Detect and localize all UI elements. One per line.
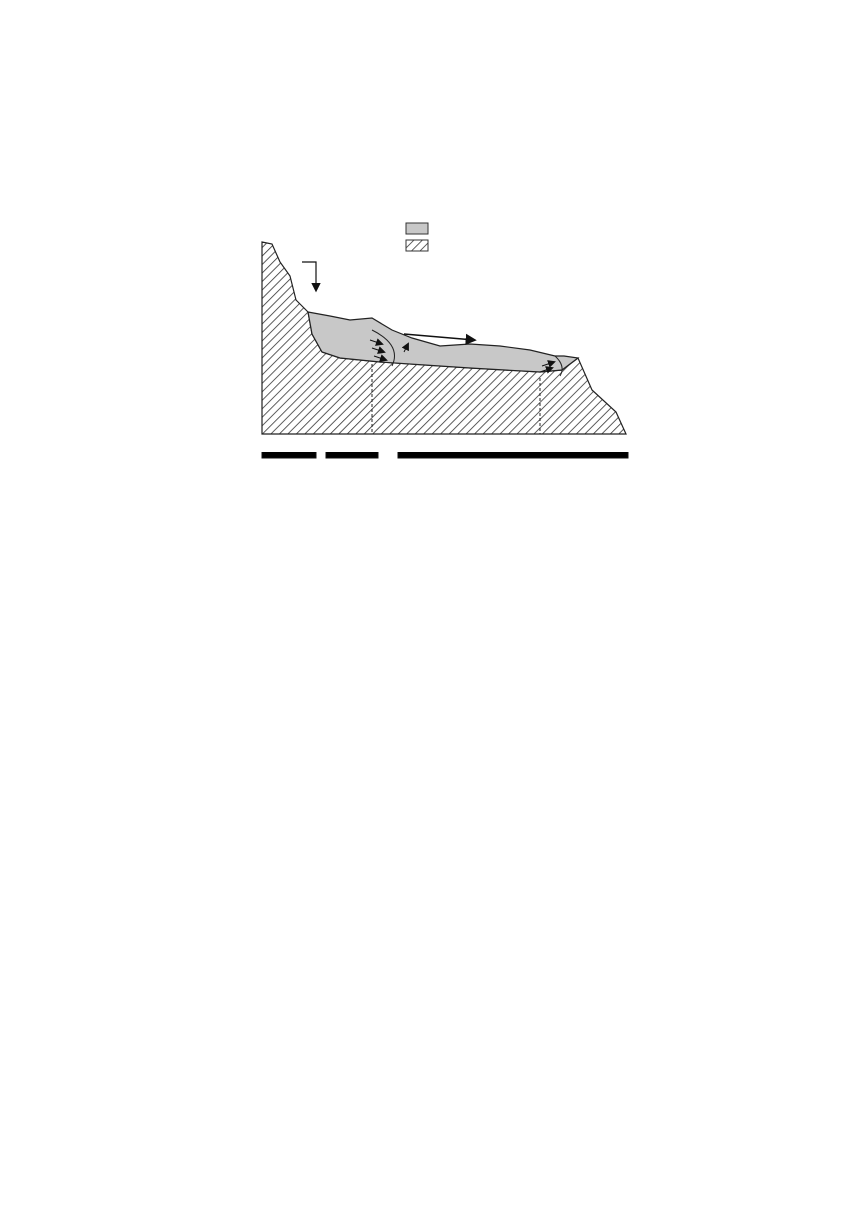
rock-glacier-body [308, 312, 578, 372]
legend-swatch-bedrock [406, 240, 428, 251]
bedrock [262, 242, 626, 434]
legend-swatch-rock-glacier [406, 223, 428, 234]
